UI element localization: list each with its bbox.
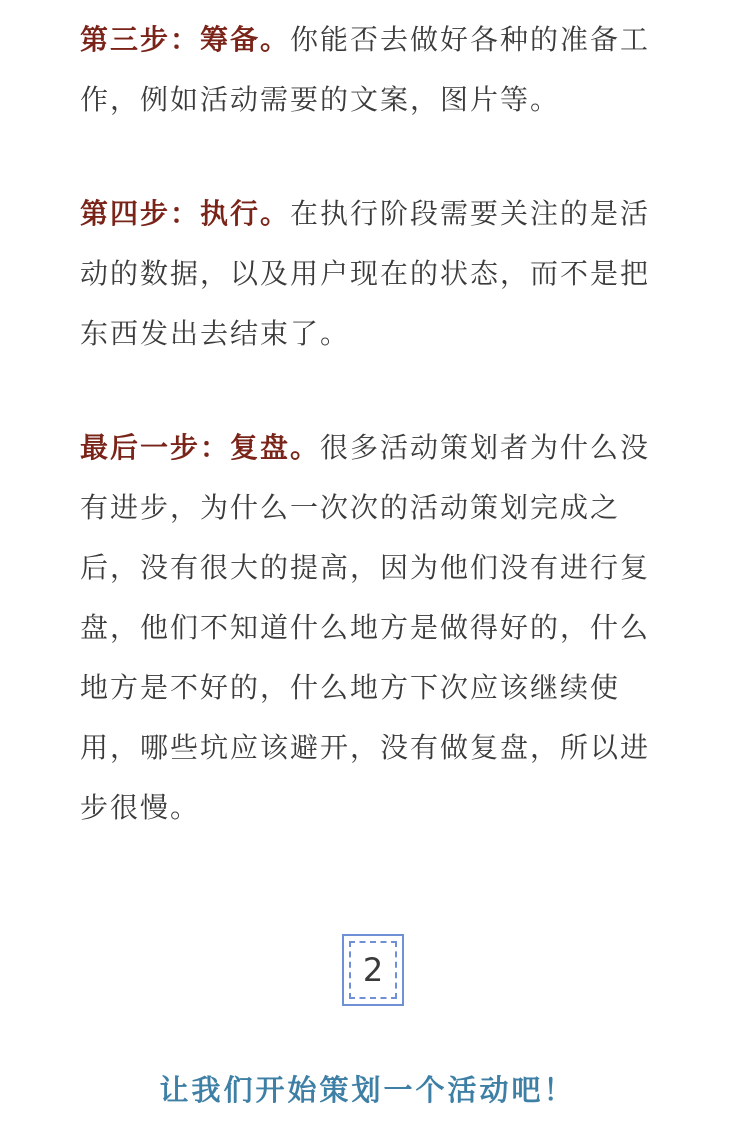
final-step-label: 最后一步：复盘。 bbox=[80, 431, 321, 464]
step-three-label: 第三步：筹备。 bbox=[80, 23, 291, 56]
paragraph-step-four bbox=[80, 184, 670, 364]
step-three-text: 你能否去做好各种的准备工作，例如活动需要的文案，图片等。 bbox=[80, 23, 651, 116]
paragraph-step-three bbox=[80, 10, 670, 130]
section-heading: 让我们开始策划一个活动吧！ bbox=[159, 1073, 576, 1107]
article-body bbox=[80, 10, 670, 838]
step-four-text: 在执行阶段需要关注的是活动的数据，以及用户现在的状态，而不是把东西发出去结束了。 bbox=[80, 197, 651, 350]
step-four-label: 第四步：执行。 bbox=[80, 197, 291, 230]
section-number: 2 bbox=[349, 941, 397, 999]
section-number-badge bbox=[342, 934, 404, 1006]
final-step-text: 很多活动策划者为什么没有进步，为什么一次次的活动策划完成之后，没有很大的提高，因为他们没有进行复盘，他们不知道什么地方是做得好的，什么地方是不好的，什么地方下次应该继续使用，哪些坑应该避开，没有做复盘，所以进步很慢。 bbox=[80, 431, 651, 824]
paragraph-final-step bbox=[80, 418, 670, 838]
